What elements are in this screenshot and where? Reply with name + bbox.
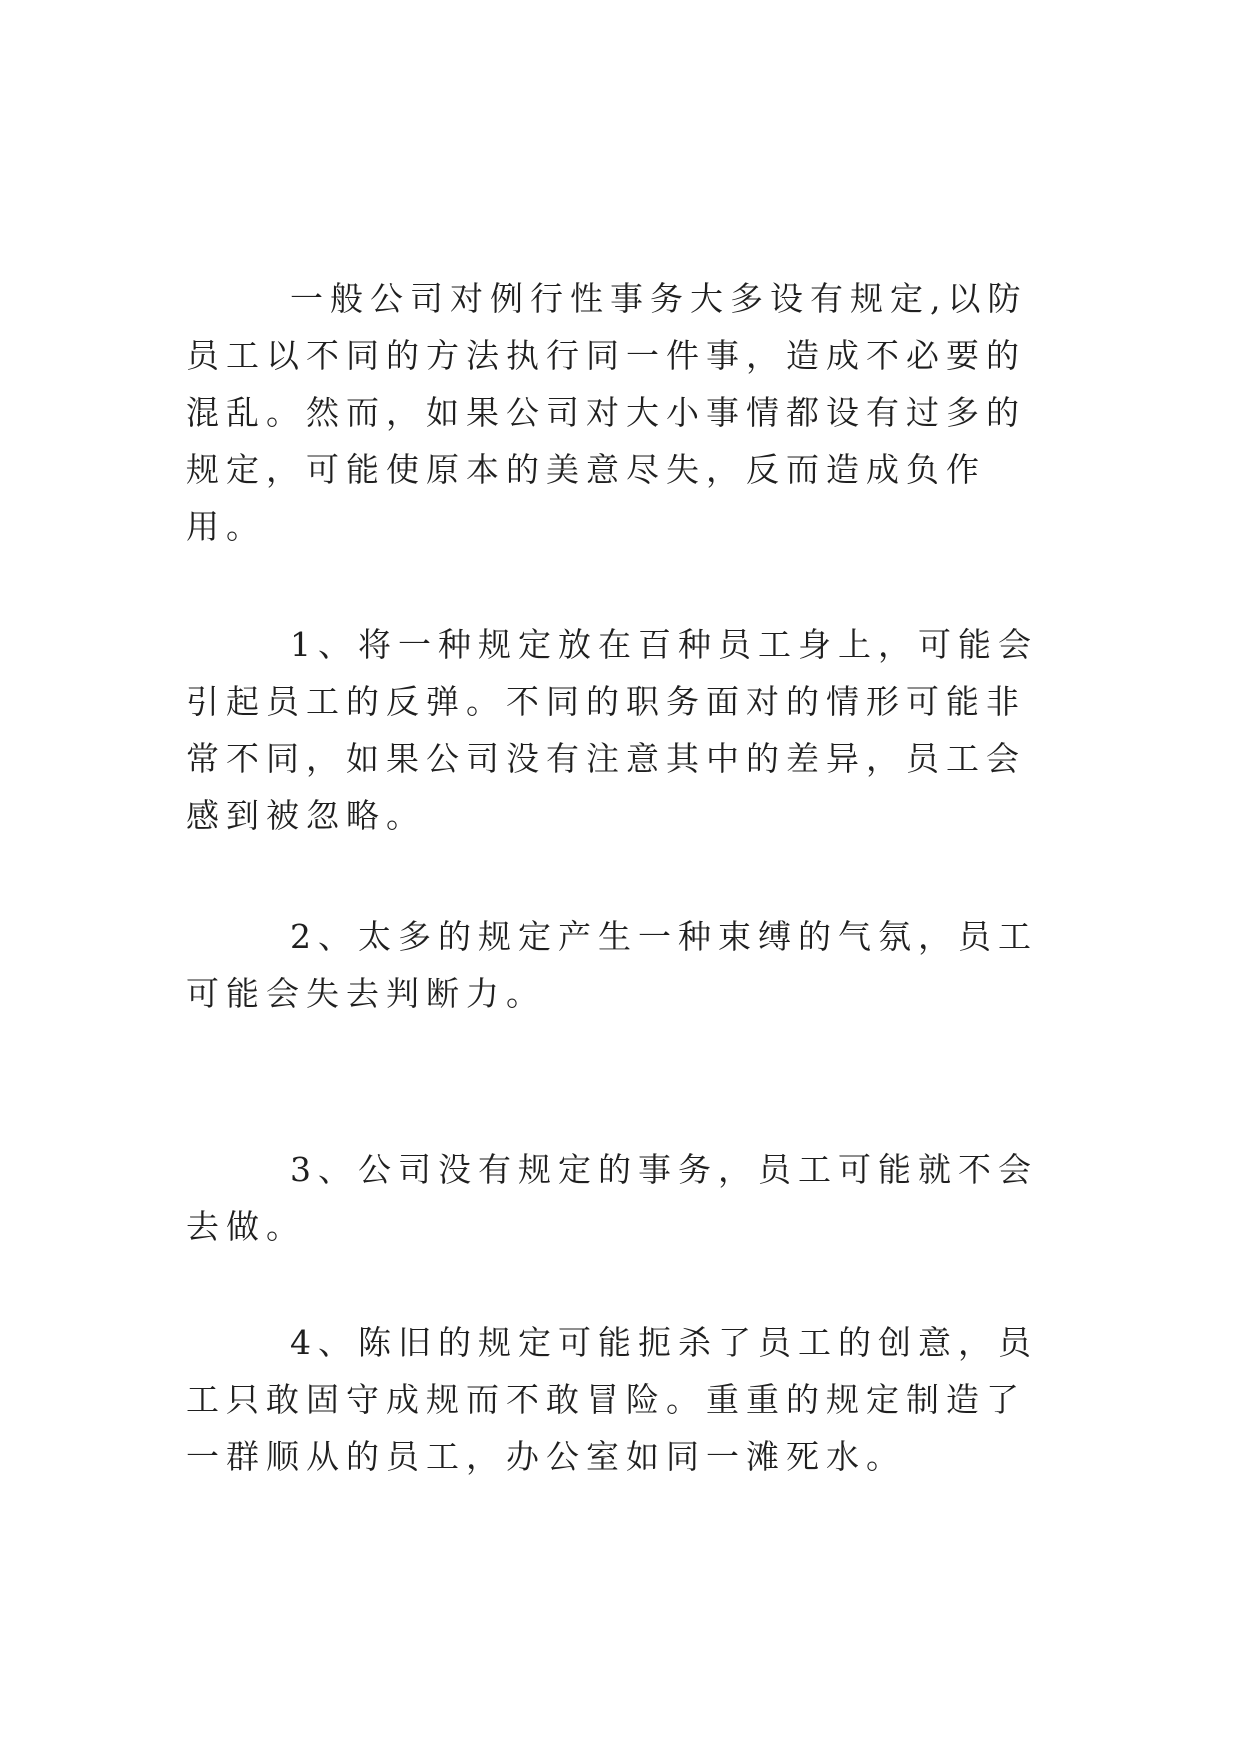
point-paragraph-1: 1、将一种规定放在百种员工身上，可能会引起员工的反弹。不同的职务面对的情形可能非常不同，如果公司没有注意其中的差异，员工会感到被忽略。 <box>186 625 1038 835</box>
intro-paragraph: 一般公司对例行性事务大多设有规定,以防员工以不同的方法执行同一件事，造成不必要的混乱。然而，如果公司对大小事情都设有过多的规定，可能使原本的美意尽失，反而造成负作用。 <box>186 279 1028 546</box>
point-paragraph-2: 2、太多的规定产生一种束缚的气氛，员工可能会失去判断力。 <box>186 917 1038 1013</box>
point-paragraph-4: 4、陈旧的规定可能扼杀了员工的创意，员工只敢固守成规而不敢冒险。重重的规定制造了一群顺从的员工，办公室如同一滩死水。 <box>186 1323 1038 1476</box>
point-paragraph-3: 3、公司没有规定的事务，员工可能就不会去做。 <box>186 1150 1038 1246</box>
